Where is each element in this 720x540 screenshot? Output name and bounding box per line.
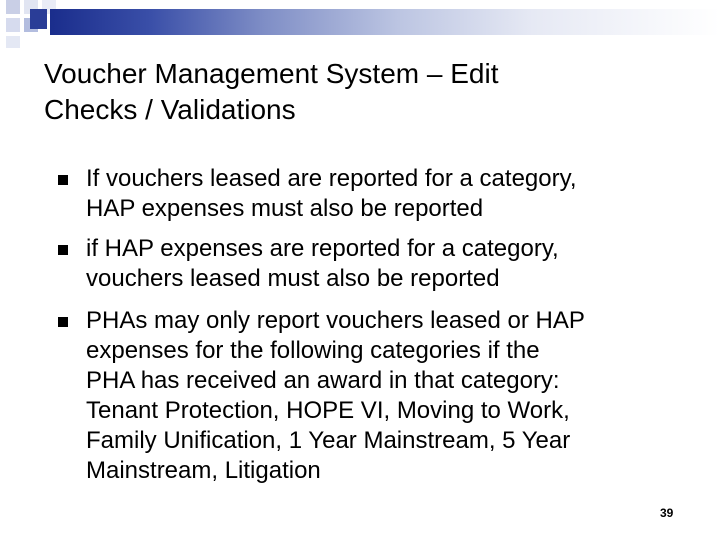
header-decoration (0, 0, 720, 52)
decorative-square (6, 0, 20, 14)
bullet-line: Tenant Protection, HOPE VI, Moving to Work, (86, 397, 570, 424)
bullet-item (86, 234, 706, 294)
bullet-line: PHA has received an award in that category: (86, 367, 560, 394)
decorative-square (6, 18, 20, 32)
slide-title (44, 56, 684, 128)
decorative-square (30, 9, 47, 29)
bullet-line: Mainstream, Litigation (86, 457, 321, 484)
bullet-line: if HAP expenses are reported for a category, (86, 235, 559, 262)
decorative-square (6, 36, 20, 48)
bullet-line: PHAs may only report vouchers leased or HAP (86, 307, 585, 334)
bullet-square-icon (58, 245, 68, 255)
slide-title-line: Voucher Management System – Edit (44, 58, 499, 89)
bullet-line: vouchers leased must also be reported (86, 265, 500, 292)
header-gradient-bar (50, 9, 720, 35)
bullet-line: Family Unification, 1 Year Mainstream, 5 Year (86, 427, 571, 454)
bullet-item (86, 164, 706, 224)
page-number: 39 (660, 506, 674, 520)
bullet-square-icon (58, 317, 68, 327)
bullet-line: If vouchers leased are reported for a category, (86, 165, 577, 192)
bullet-line: expenses for the following categories if the (86, 337, 540, 364)
bullet-square-icon (58, 175, 68, 185)
slide-title-line: Checks / Validations (44, 94, 296, 125)
bullet-line: HAP expenses must also be reported (86, 195, 484, 222)
bullet-item (86, 306, 706, 486)
